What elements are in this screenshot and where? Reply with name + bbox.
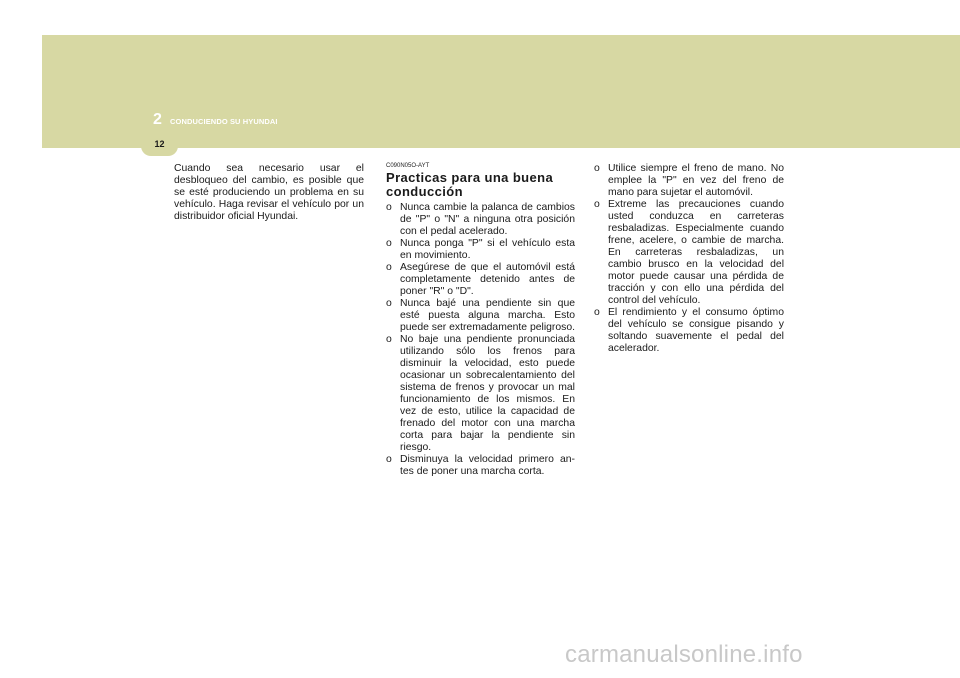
list-item: o Extreme las precauciones cuando usted conduzca en carreteras resbaladizas. Especialmente cuando frene, acelere, o cambie de marcha. En carreteras resbaladizas, un cambio brusco en la velocidad del motor puede causar una pérdida de tracción y con ello una pérdida del control del vehículo. bbox=[594, 199, 784, 306]
bullet-marker: o bbox=[386, 334, 392, 345]
bullet-marker: o bbox=[386, 298, 392, 309]
bullet-marker: o bbox=[594, 199, 600, 210]
list-item: o Nunca ponga "P" si el vehículo esta en movimiento. bbox=[386, 238, 575, 261]
bullet-marker: o bbox=[386, 454, 392, 465]
paragraph-shift-lock-release: Cuando sea necesario usar el desbloqueo del cambio, es posible que se esté produciendo un problema en su vehículo. Haga revisar el vehículo por un distribuidor oficial Hyundai. bbox=[174, 163, 364, 222]
list-item: o Disminuya la velocidad primero an- tes de poner una marcha corta. bbox=[386, 454, 575, 477]
list-item: o El rendimiento y el consumo óptimo del vehículo se consigue pisando y soltando suavemente el pedal del acelerador. bbox=[594, 307, 784, 354]
section-code: C090N05O-AYT bbox=[386, 163, 430, 169]
bullet-marker: o bbox=[594, 307, 600, 318]
driving-practices-list bbox=[386, 202, 575, 478]
bullet-marker: o bbox=[386, 262, 392, 273]
watermark: carmanualsonline.info bbox=[565, 641, 803, 668]
bullet-marker: o bbox=[594, 163, 600, 174]
section-title: Practicas para una buena conducción bbox=[386, 170, 554, 199]
header-band bbox=[42, 35, 960, 148]
bullet-marker: o bbox=[386, 238, 392, 249]
chapter-number: 2 bbox=[153, 111, 162, 128]
bullet-marker: o bbox=[386, 202, 392, 213]
driving-practices-list-continued bbox=[594, 163, 784, 355]
chapter-title: CONDUCIENDO SU HYUNDAI bbox=[170, 117, 278, 126]
page-number: 12 bbox=[154, 139, 165, 149]
list-item: o Utilice siempre el freno de mano. No emplee la "P" en vez del freno de mano para sujetar el automóvil. bbox=[594, 163, 784, 198]
column-right bbox=[594, 163, 784, 355]
column-left bbox=[174, 163, 364, 223]
list-item: o Asegúrese de que el automóvil está completamente detenido antes de poner "R" o "D". bbox=[386, 262, 575, 297]
list-item: o Nunca cambie la palanca de cambios de "P" o "N" a ninguna otra posición con el pedal acelerado. bbox=[386, 202, 575, 237]
list-item: o Nunca bajé una pendiente sin que esté puesta alguna marcha. Esto puede ser extremadamente peligroso. bbox=[386, 298, 576, 333]
column-middle bbox=[386, 163, 575, 478]
list-item: o No baje una pendiente pronunciada utilizando sólo los frenos para disminuir la velocidad, esto puede ocasionar un sobrecalentamiento del sistema de frenos y provocar un mal funcionamiento de los mismos. En vez de esto, utilice la capacidad de frenado del motor con una marcha corta para bajar la pendiente sin riesgo. bbox=[386, 334, 575, 453]
